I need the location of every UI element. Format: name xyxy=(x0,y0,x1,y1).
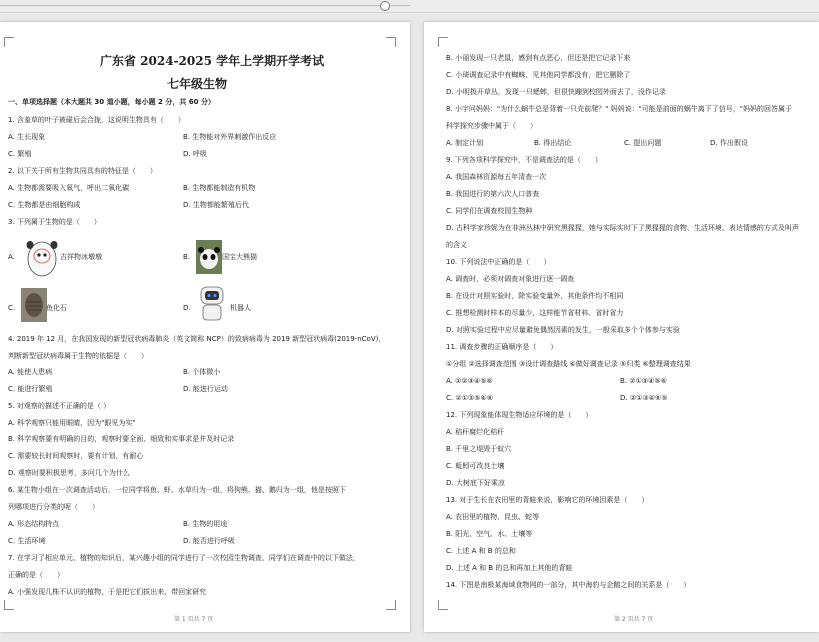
crop-mark xyxy=(386,600,396,610)
option: D. 能进行运动 xyxy=(183,385,228,393)
viewer-toolbar xyxy=(0,0,819,13)
option: C. 推想检测时样本的尽量少，这样能节省材料、省时省力 xyxy=(446,309,624,317)
option: B. 小丽发现一只老鼠，感到有点恶心，但还是把它记录下来 xyxy=(446,54,631,62)
question-text: 12. 下列现象能体现生物适应环境的是（ ） xyxy=(446,411,593,419)
option: C. 生物都是由细胞构成 xyxy=(8,201,81,209)
option: B. 科学观察要有明确的目的，观察时要全面、细致和实事求是并及时记录 xyxy=(8,435,235,443)
question-text: 11. 调查步骤的正确顺序是（ ） xyxy=(446,343,558,351)
section-heading: 一、单项选择题（本大题共 30 道小题，每小题 2 分，共 60 分） xyxy=(8,98,215,106)
option: 的含义 xyxy=(446,241,467,249)
option: D. 对照实验过程中应尽量避免偶然因素的发生，一般采取多个个体参与实验 xyxy=(446,326,680,334)
page-footer: 第 1 页共 7 页 xyxy=(174,616,214,623)
option: D. 能否进行呼吸 xyxy=(183,537,235,545)
question-text: 判断新型冠状病毒属于生物的依据是（ ） xyxy=(8,352,148,360)
page-footer: 第 2 页共 7 页 xyxy=(614,616,654,623)
question-text: 6. 某生物小组在一次调查活动后，一位同学将鱼、虾、水草归为一组，将狗熊、猫、鹅归为一组，他是按照下 xyxy=(8,486,346,494)
option: D. 作出假设 xyxy=(710,139,748,147)
option: A. 农田里的植物、昆虫、蛇等 xyxy=(446,513,540,521)
question-text: 8. 小宇问妈妈："为什么蜗牛总是背着一只壳前爬？" 妈妈说："可能是前面的蜗牛离下了信号，"妈妈的回答属于 xyxy=(446,105,793,113)
option: A. 能使人患病 xyxy=(8,368,53,376)
option: D. 古科学家珍妮为在非洲丛林中研究黑猩猩，她与实际实时下了黑猩猩的食物、生活环境、表达情感的方式及叫声 xyxy=(446,224,799,232)
option: C. 上述 A 和 B 的总和 xyxy=(446,547,516,555)
option: B. 得出结论 xyxy=(534,139,572,147)
option: D. 观察时要积极思考，多问几个为什么 xyxy=(8,469,130,477)
option: B. ②①③④⑤⑥ xyxy=(620,377,667,385)
option: C. 生活环境 xyxy=(8,537,46,545)
option: D. 生物都能繁殖后代 xyxy=(183,201,249,209)
option: A. 生物都需要吸入氧气，呼出二氧化碳 xyxy=(8,184,130,192)
option: B. 在设计对照实验时，除实验变量外，其他条件均不相同 xyxy=(446,292,624,300)
question-text: 5. 对观察的描述不正确的是（ ） xyxy=(8,402,111,410)
crop-mark xyxy=(386,37,396,47)
option: A. 调查时，必须对调查对象进行逐一调查 xyxy=(446,275,575,283)
option: B. 千里之堤毁于蚁穴 xyxy=(446,445,512,453)
option: A. ①②③④⑤⑥ xyxy=(446,377,493,385)
question-text: 9. 下列各项科学探究中，不是调查法的是（ ） xyxy=(446,156,602,164)
zoom-slider-track[interactable] xyxy=(0,5,410,6)
question-text: 10. 下列说法中正确的是（ ） xyxy=(446,258,551,266)
option: A. xyxy=(8,253,15,261)
question-text: ①分组 ②选择调查范围 ③设计调查路线 ④做好调查记录 ⑤归类 ⑥整理调查结果 xyxy=(446,360,691,368)
crop-mark xyxy=(4,600,14,610)
exam-subtitle: 七年级生物 xyxy=(167,77,228,91)
option: A. 小强发现几株不认识的植物，于是把它们拔出来，带回家研究 xyxy=(8,588,207,596)
option: B. 个体微小 xyxy=(183,368,221,376)
option: D. 呼吸 xyxy=(183,150,207,158)
option: A. 生长现象 xyxy=(8,133,46,141)
option-label: 吉祥物冰墩墩 xyxy=(60,253,102,261)
question-text: 科学探究步骤中属于（ ） xyxy=(446,122,537,130)
question-text: 1. 含羞草的叶子被碰后会合拢，这说明生物具有（ ） xyxy=(8,116,185,124)
question-text: 2. 以下关于所有生物共同具有的特征是（ ） xyxy=(8,167,157,175)
option-label: 鱼化石 xyxy=(46,304,67,312)
question-text: 13. 对于生长在农田里的青蛙来说，影响它的环境因素是（ ） xyxy=(446,496,649,504)
option: B. 我国进行的第六次人口普查 xyxy=(446,190,540,198)
question-text: 3. 下列属于生物的是（ ） xyxy=(8,218,101,226)
question-text: 14. 下图是南极某海域食物网的一部分，其中海豹与企鹅之间的关系是（ ） xyxy=(446,581,691,589)
crop-mark xyxy=(438,600,448,610)
option: C. 提出问题 xyxy=(624,139,662,147)
option: A. 我国森林资源每五年清查一次 xyxy=(446,173,547,181)
option: C. xyxy=(8,304,16,312)
option-label: 国宝大熊猫 xyxy=(222,253,257,261)
option-label: 机器人 xyxy=(230,304,251,312)
question-text: 列哪项进行分类的呢（ ） xyxy=(8,503,99,511)
option: B. 生物的用途 xyxy=(183,520,228,528)
question-text: 正确的是（ ） xyxy=(8,571,64,579)
question-text: 4. 2019 年 12 月，在我国发现的新型冠状病毒肺炎（英文简称 NCP）的致病病毒为 2019 新型冠状病毒(2019-nCoV)， xyxy=(8,335,386,343)
option: D. 大树底下好乘凉 xyxy=(446,479,505,487)
option: C. ②①③⑤④⑥ xyxy=(446,394,493,402)
option: C. 小琦调查记录中有蜘蛛，见其他同学都没有，把它删除了 xyxy=(446,71,631,79)
option: C. 需要较长时间观察时，要有计划、有耐心 xyxy=(8,452,144,460)
crop-mark xyxy=(438,37,448,47)
option: B. 生物能对外界刺激作出反应 xyxy=(183,133,277,141)
option: A. 科学观察只能用眼睛，因为"眼见为实" xyxy=(8,419,136,427)
option: A. 秸秆腐烂化秸秆 xyxy=(446,428,505,436)
fish-fossil-image xyxy=(21,288,47,322)
question-text: 7. 在学习了相应单元、植物的知识后，某兴趣小组的同学进行了一次校园生物调查，同学们在调查中的以下做法， xyxy=(8,554,360,562)
giant-panda-image xyxy=(196,240,222,274)
document-page-2 xyxy=(424,22,819,632)
option: C. 蚯蚓可改良土壤 xyxy=(446,462,505,470)
option: C. 能进行繁殖 xyxy=(8,385,53,393)
document-page-1 xyxy=(0,22,410,632)
option: B. 生物都能制造有机物 xyxy=(183,184,256,192)
option: D. xyxy=(183,304,191,312)
robot-image xyxy=(196,284,228,324)
zoom-slider-thumb[interactable] xyxy=(380,1,390,11)
option: B. xyxy=(183,253,191,261)
option: B. 阳光、空气、水、土壤等 xyxy=(446,530,533,538)
exam-title: 广东省 2024-2025 学年上学期开学考试 xyxy=(100,54,325,68)
option: A. 形态结构特点 xyxy=(8,520,60,528)
crop-mark xyxy=(4,37,14,47)
option: A. 制定计划 xyxy=(446,139,484,147)
mascot-bing-dwen-dwen-image xyxy=(22,235,62,279)
option: D. 上述 A 和 B 的总和再加上其他的青蛙 xyxy=(446,564,573,572)
option: D. 小明拨开草丛，发现一只蟋蟀，但很快蹦到校园外面去了，没作记录 xyxy=(446,88,666,96)
option: C. 繁殖 xyxy=(8,150,32,158)
option: D. ②①③④⑥⑤ xyxy=(620,394,668,402)
option: C. 同学们在调查校园生物种 xyxy=(446,207,533,215)
